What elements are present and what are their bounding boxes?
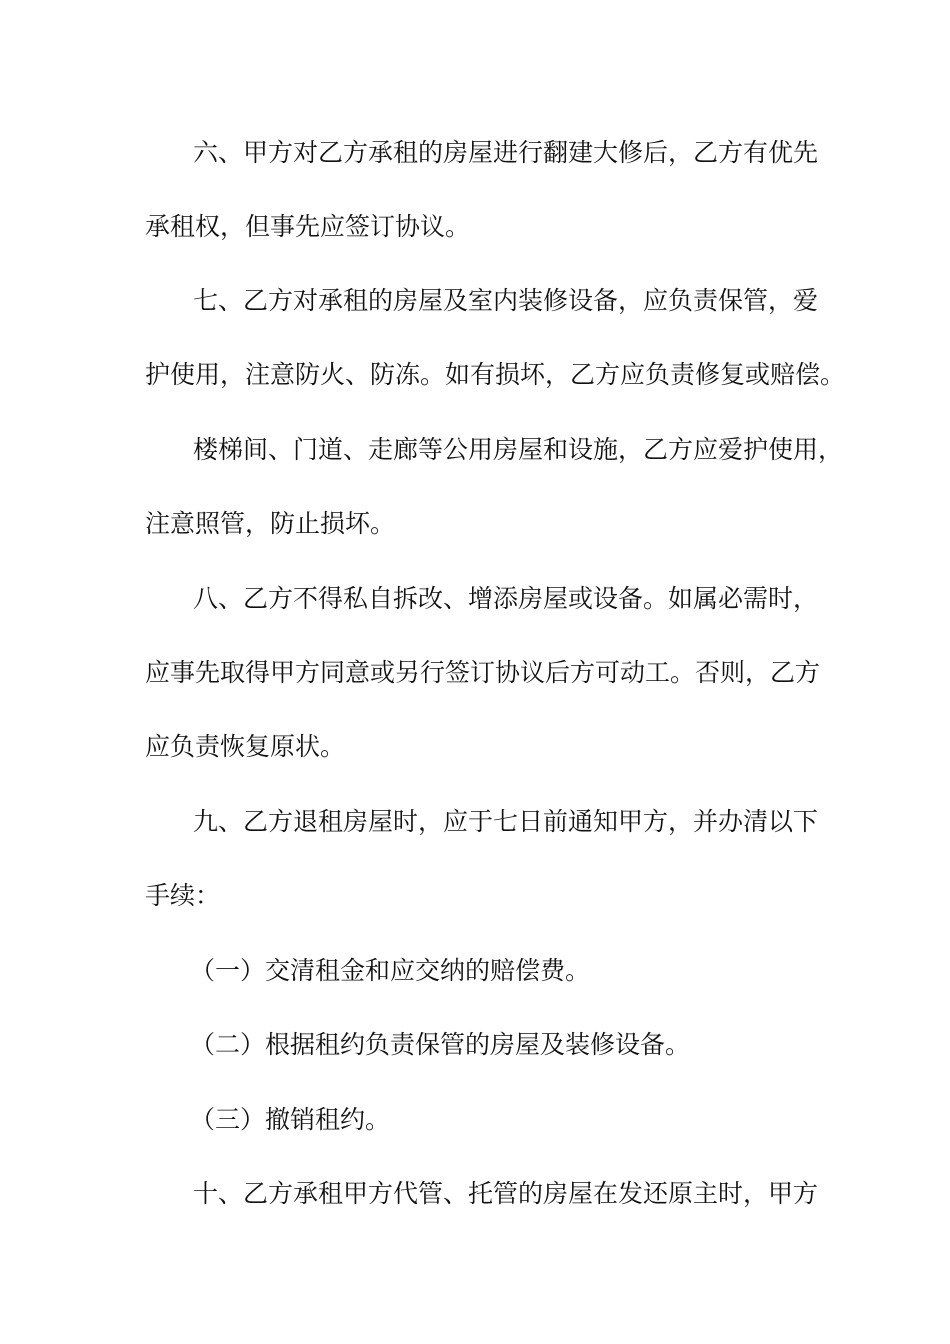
list-item-3: （三）撤销租约。 — [190, 1105, 391, 1134]
paragraph-9-line-2: 手续： — [145, 881, 221, 910]
list-item-2: （二）根据租约负责保管的房屋及装修设备。 — [190, 1030, 691, 1059]
paragraph-7-line-1: 七、乙方对承租的房屋及室内装修设备，应负责保管，爱 — [193, 286, 819, 315]
paragraph-8-line-2: 应事先取得甲方同意或另行签订协议后方可动工。否则，乙方 — [145, 658, 821, 687]
paragraph-9-line-1: 九、乙方退租房屋时，应于七日前通知甲方，并办清以下 — [193, 807, 819, 836]
paragraph-8-line-3: 应负责恢复原状。 — [145, 732, 346, 761]
paragraph-6-line-2: 承租权，但事先应签订协议。 — [145, 212, 471, 241]
paragraph-7b-line-1: 楼梯间、门道、走廊等公用房屋和设施，乙方应爱护使用， — [193, 435, 844, 464]
paragraph-6-line-1: 六、甲方对乙方承租的房屋进行翻建大修后，乙方有优先 — [193, 138, 819, 167]
paragraph-10-line-1: 十、乙方承租甲方代管、托管的房屋在发还原主时，甲方 — [193, 1179, 819, 1208]
paragraph-7-line-2: 护使用，注意防火、防冻。如有损坏，乙方应负责修复或赔偿。 — [145, 360, 846, 389]
paragraph-8-line-1: 八、乙方不得私自拆改、增添房屋或设备。如属必需时， — [193, 584, 819, 613]
list-item-1: （一）交清租金和应交纳的赔偿费。 — [190, 956, 591, 985]
paragraph-7b-line-2: 注意照管，防止损坏。 — [145, 509, 396, 538]
